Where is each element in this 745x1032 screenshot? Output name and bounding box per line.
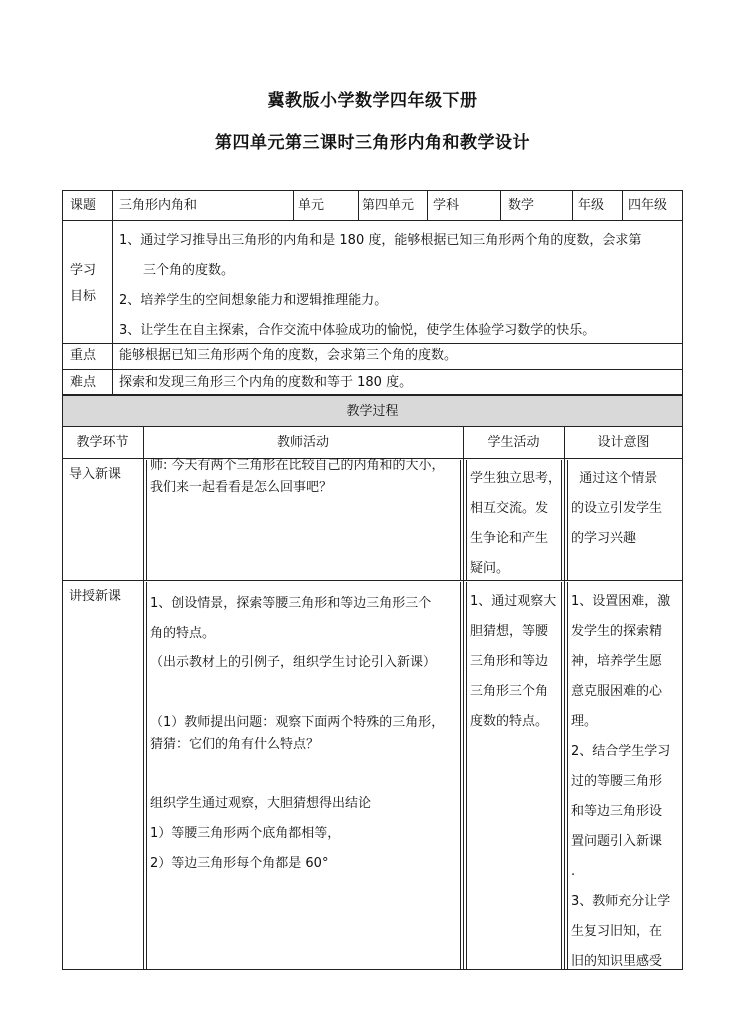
teacher-activity-line: 1、创设情景，探索等腰三角形和等边三角形三个 [150,596,432,611]
design-intent-line: 理。 [571,714,598,729]
stage-new-lesson: 讲授新课 [69,589,122,604]
difficulty-text: 探索和发现三角形三个内角的度数和等于 180 度。 [119,375,413,390]
student-activity-line: 学生独立思考， [470,471,562,486]
teacher-activity-line: 1）等腰三角形两个底角都相等， [150,826,341,841]
student-activity-line: 1、通过观察大 [470,594,557,609]
design-intent-line: 神，培养学生愿 [571,654,663,669]
grade-value: 四年级 [628,198,668,213]
topic-value: 三角形内角和 [119,198,198,213]
design-intent-line: 3、教师充分让学 [571,894,671,909]
design-intent-line: 的学习兴趣 [571,531,637,546]
objective-item: 三个角的度数。 [143,263,235,278]
column-header-stage: 教学环节 [76,435,129,450]
design-intent-line: 过的等腰三角形 [571,774,663,789]
column-header-design: 设计意图 [597,435,650,450]
grade-label: 年级 [578,198,605,213]
unit-label: 单元 [298,198,325,213]
difficulty-label: 难点 [70,375,97,390]
design-intent-line: 1、设置困难，激 [571,594,671,609]
topic-label: 课题 [70,198,97,213]
column-header-student: 学生活动 [487,435,540,450]
design-intent-line: 置问题引入新课 [571,834,663,849]
design-intent-line: 旧的知识里感受 [571,954,663,969]
key-point-label: 重点 [70,348,97,363]
design-intent-line: 意克服困难的心 [571,684,663,699]
student-activity-line: 相互交流。发 [470,501,549,516]
design-intent-line: 生复习旧知，在 [571,924,663,939]
document-title: 冀教版小学数学四年级下册 [267,91,478,111]
unit-value: 第四单元 [362,198,415,213]
teacher-activity-line: （出示教材上的引例子，组织学生讨论引入新课） [150,655,437,670]
design-intent-line: 发学生的探索精 [571,624,663,639]
teacher-activity-line: 猜猜：它们的角有什么特点？ [150,737,320,752]
design-intent-line: 的设立引发学生 [571,501,663,516]
subject-value: 数学 [508,198,535,213]
design-intent-line: 2、结合学生学习 [571,744,671,759]
student-activity-line: 三角形和等边 [470,654,549,669]
document-subtitle: 第四单元第三课时三角形内角和教学设计 [215,133,530,153]
objective-item: 1、通过学习推导出三角形的内角和是 180 度，能够根据已知三角形两个角的度数，会求第 [119,233,642,248]
key-point-text: 能够根据已知三角形两个角的度数，会求第三个角的度数。 [119,348,458,363]
objective-item: 3、让学生在自主探索，合作交流中体验成功的愉悦，使学生体验学习数学的快乐。 [119,323,596,338]
student-activity-line: 疑问。 [470,561,510,576]
objectives-label-1: 学习 [70,263,97,278]
teacher-activity-line: 2）等边三角形每个角都是 60° [150,856,329,871]
student-activity-line: 三角形三个角 [470,684,549,699]
subject-label: 学科 [433,198,460,213]
teacher-activity-line: 组织学生通过观察，大胆猜想得出结论 [150,796,372,811]
teacher-activity-line: 我们来一起看看是怎么回事吧？ [150,480,333,495]
teacher-activity-line: 角的特点。 [150,626,216,641]
design-intent-line: 和等边三角形设 [571,804,663,819]
process-header: 教学过程 [346,404,399,419]
teacher-activity-line: （1）教师提出问题：观察下面两个特殊的三角形， [150,715,445,730]
student-activity-line: 胆猜想，等腰 [470,624,549,639]
objectives-label-2: 目标 [70,289,97,304]
design-intent-line: 通过这个情景 [571,471,658,486]
student-activity-line: 生争论和产生 [470,531,549,546]
objective-item: 2、培养学生的空间想象能力和逻辑推理能力。 [119,293,388,308]
design-intent-line: . [571,864,576,879]
student-activity-line: 度数的特点。 [470,714,549,729]
stage-intro: 导入新课 [69,467,122,482]
teacher-activity-line: 师: 今天有两个三角形在比较自己的内角和的大小， [150,458,445,473]
column-header-teacher: 教师活动 [276,435,329,450]
